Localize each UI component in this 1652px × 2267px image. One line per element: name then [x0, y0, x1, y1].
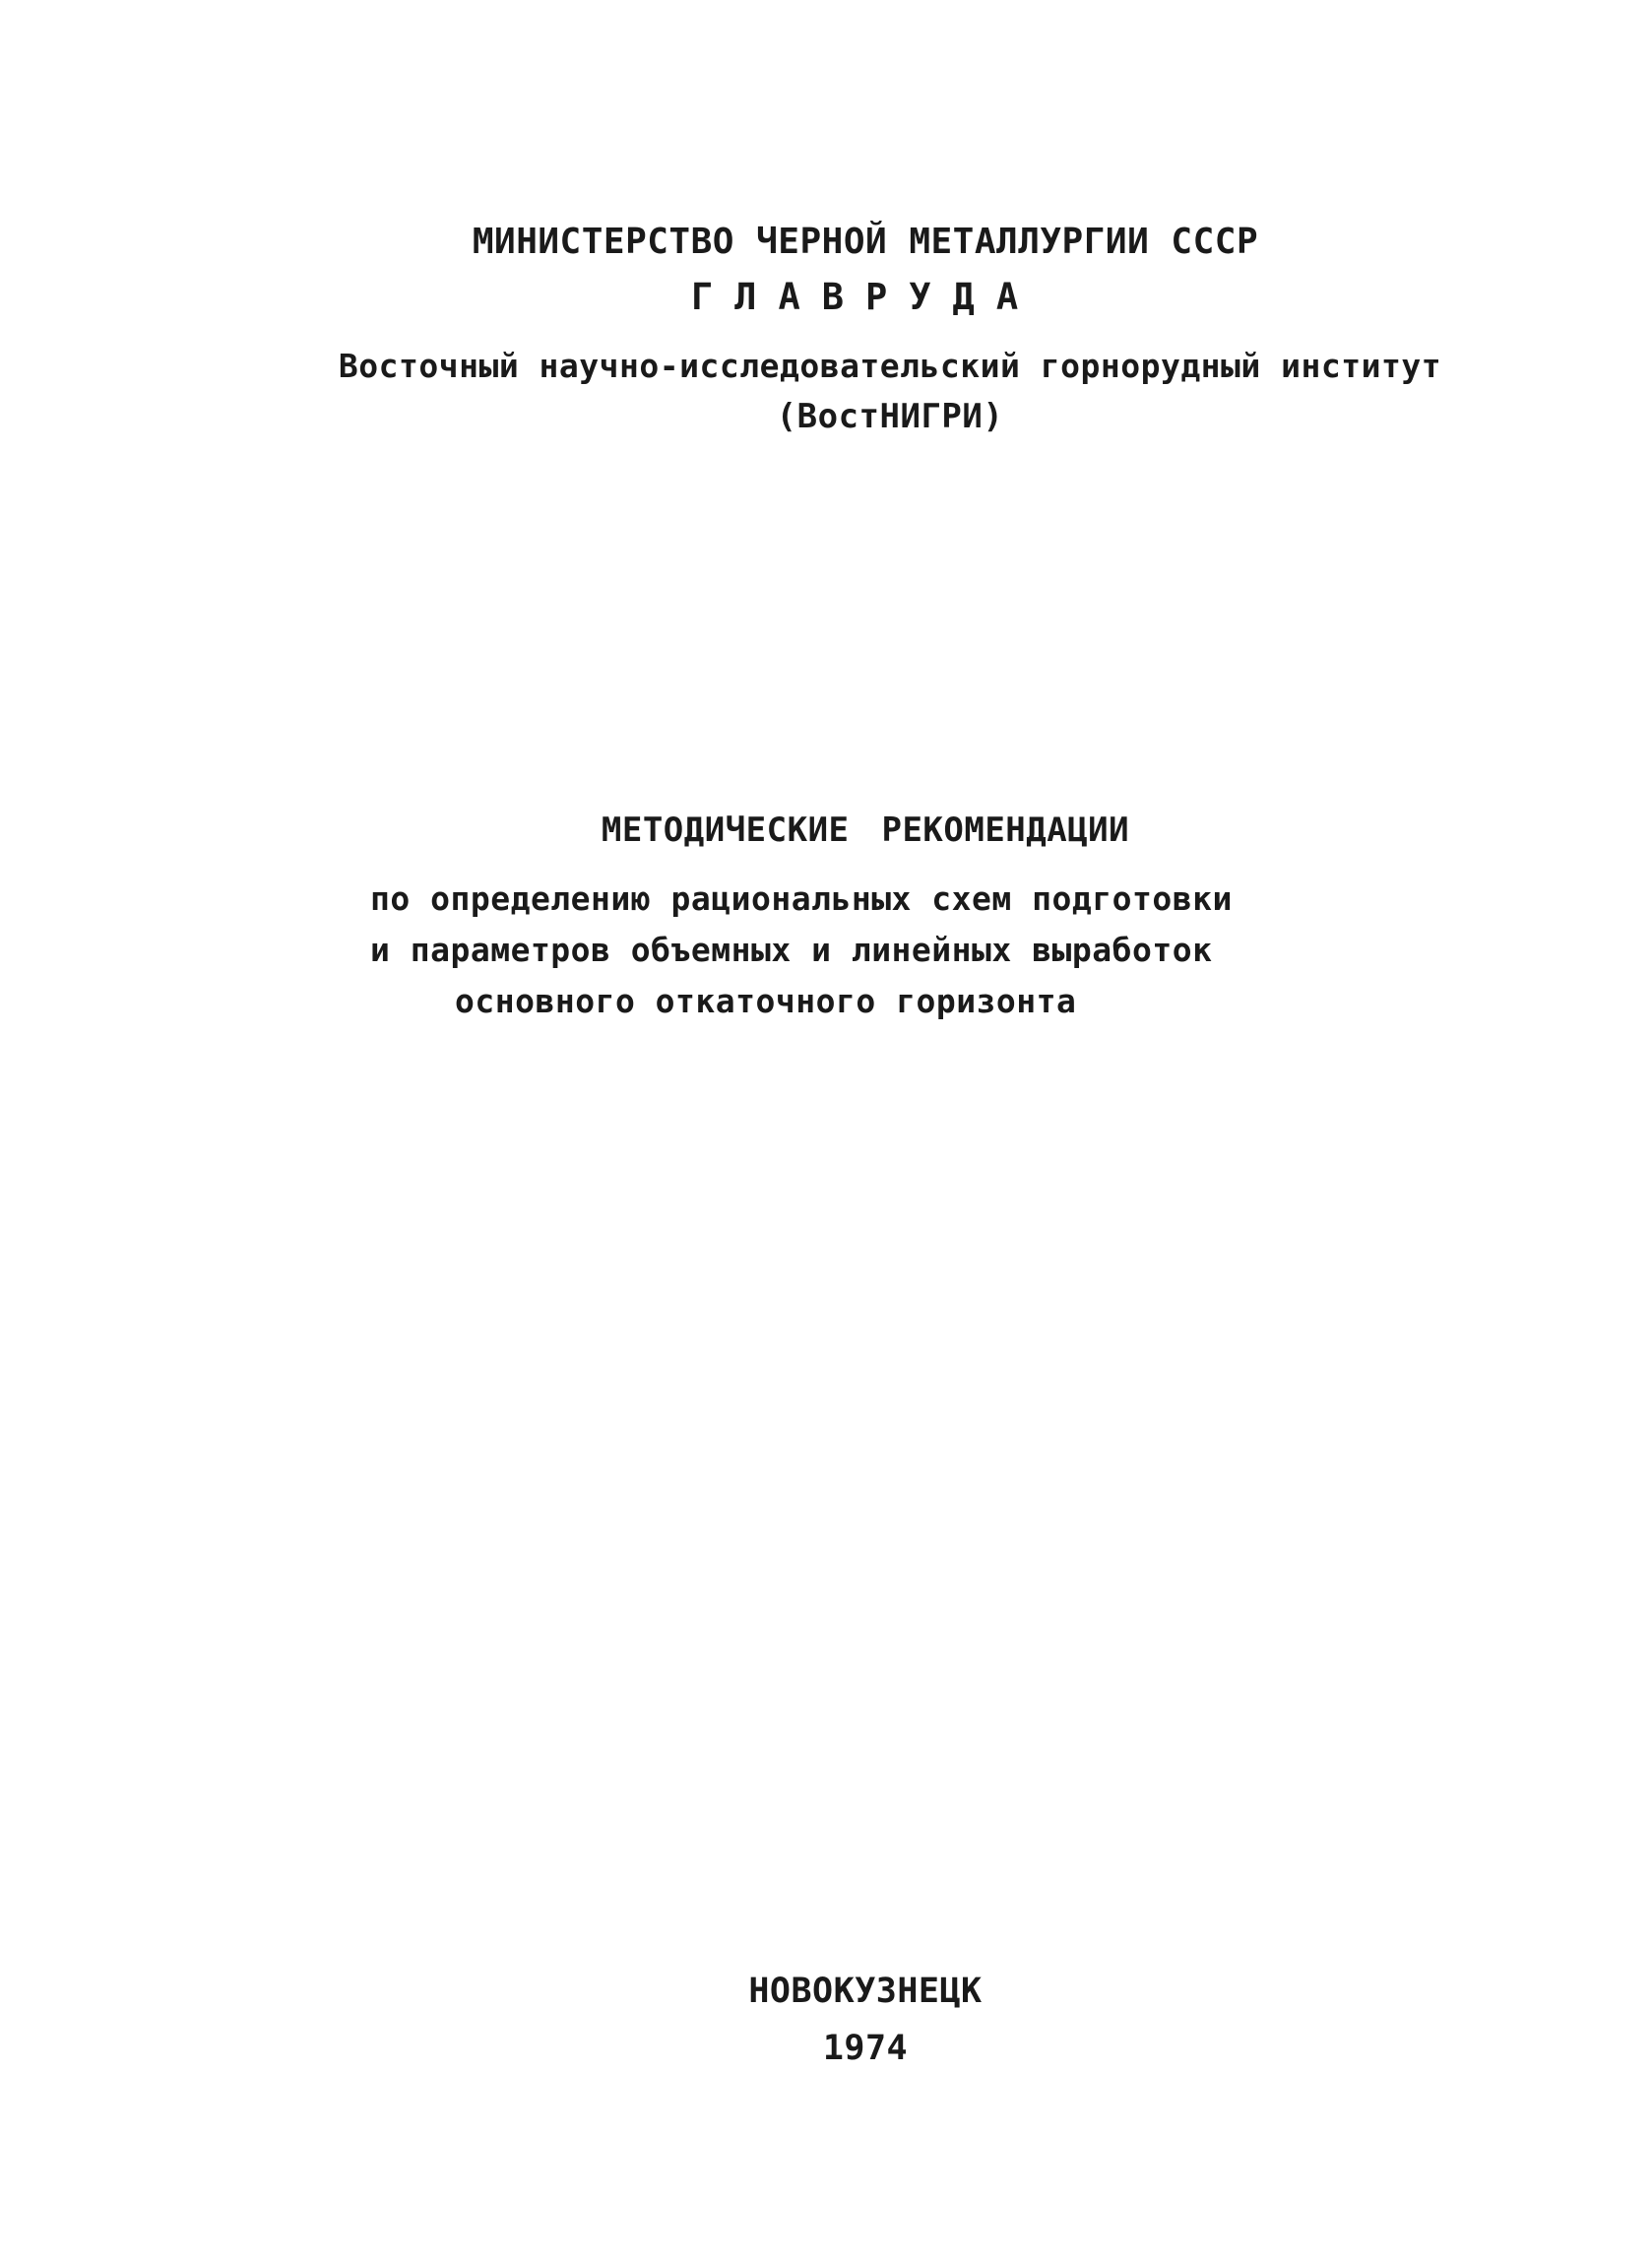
ministry-name: МИНИСТЕРСТВО ЧЕРНОЙ МЕТАЛЛУРГИИ СССР	[472, 222, 1259, 262]
document-title: МЕТОДИЧЕСКИЕ РЕКОМЕНДАЦИИ	[601, 810, 1130, 850]
institute-abbreviation: (ВостНИГРИ)	[776, 397, 1004, 436]
institute-name: Восточный научно-исследовательский горнорудный институт	[338, 347, 1442, 385]
publication-city: НОВОКУЗНЕЦК	[748, 1972, 983, 2011]
subtitle-line: и параметров объемных и линейных выработок	[370, 931, 1213, 969]
subtitle-line: по определению рациональных схем подготовки	[370, 879, 1233, 918]
department-name: ГЛАВРУДА	[690, 276, 1041, 318]
subtitle-line: основного откаточного горизонта	[455, 982, 1077, 1020]
publication-year: 1974	[822, 2029, 909, 2068]
